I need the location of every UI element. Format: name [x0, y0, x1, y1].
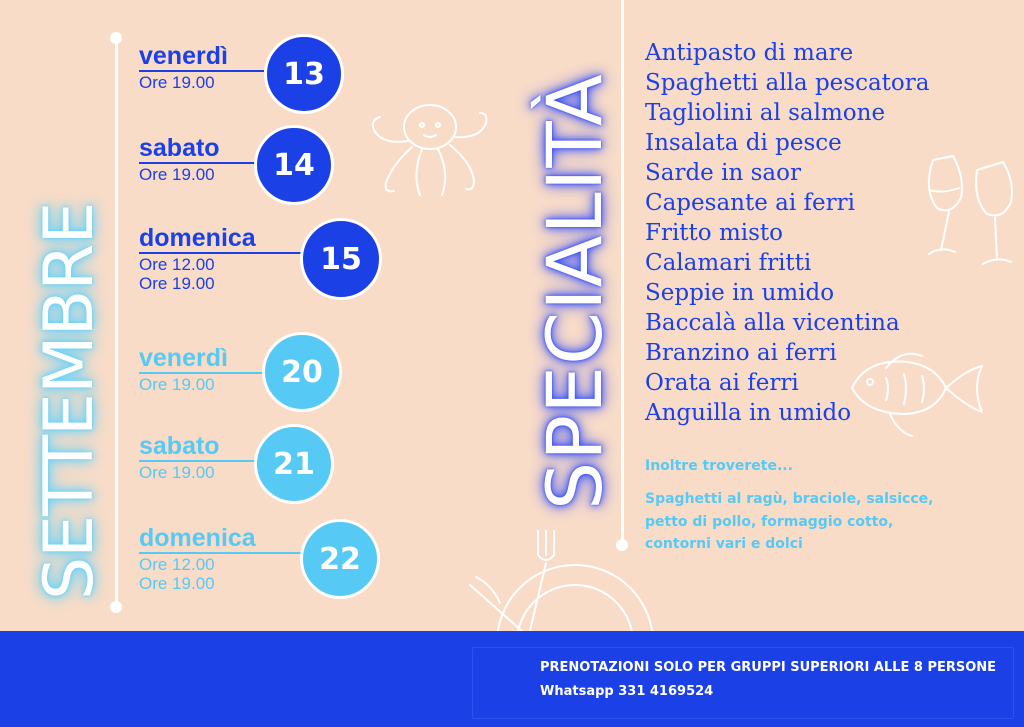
- event-entry: [139, 225, 256, 293]
- event-time: Ore 19.00: [139, 274, 215, 293]
- event-underline: [139, 162, 257, 164]
- event-entry: [139, 135, 220, 184]
- specials-title: SPECIALITÀ: [530, 73, 619, 510]
- event-date-badge: 20: [262, 332, 342, 412]
- menu-item: Spaghetti alla pescatora: [645, 70, 930, 96]
- event-underline: [139, 460, 257, 462]
- extras-heading: Inoltre troverete...: [645, 458, 793, 474]
- left-divider-line: [115, 40, 118, 608]
- event-day-name: sabato: [139, 134, 220, 162]
- event-time: Ore 12.00: [139, 255, 215, 274]
- event-day-name: venerdì: [139, 344, 228, 372]
- booking-notice: PRENOTAZIONI SOLO PER GRUPPI SUPERIORI ALLE 8 PERSONE: [540, 660, 997, 675]
- event-time: Ore 19.00: [139, 574, 215, 593]
- extras-line-3: contorni vari e dolci: [645, 536, 803, 552]
- menu-item: Baccalà alla vicentina: [645, 310, 900, 336]
- event-entry: [139, 433, 220, 482]
- event-underline: [139, 552, 303, 554]
- menu-item: Sarde in saor: [645, 160, 801, 186]
- event-date-badge: 22: [300, 519, 380, 599]
- event-date-badge: 21: [254, 424, 334, 504]
- event-entry: [139, 345, 228, 394]
- wine-glasses-icon: [915, 150, 1024, 280]
- menu-item: Branzino ai ferri: [645, 340, 837, 366]
- extras-line-2: petto di pollo, formaggio cotto,: [645, 514, 894, 530]
- event-time: Ore 19.00: [139, 463, 215, 482]
- menu-item: Capesante ai ferri: [645, 190, 855, 216]
- event-day-name: venerdì: [139, 42, 228, 70]
- event-underline: [139, 372, 263, 374]
- event-time: Ore 19.00: [139, 375, 215, 394]
- event-time: Ore 19.00: [139, 165, 215, 184]
- event-underline: [139, 252, 303, 254]
- octopus-icon: [362, 95, 492, 205]
- month-title: SETTEMBRE: [30, 202, 109, 600]
- menu-item: Fritto misto: [645, 220, 784, 246]
- footer-info-box: [472, 647, 1014, 719]
- event-date-badge: 14: [254, 125, 334, 205]
- footer-bar: [0, 631, 1024, 727]
- event-underline: [139, 70, 264, 72]
- menu-item: Seppie in umido: [645, 280, 835, 306]
- event-day-name: sabato: [139, 432, 220, 460]
- plate-cutlery-icon: [430, 525, 660, 631]
- event-day-name: domenica: [139, 224, 256, 252]
- left-divider-dot-bottom: [110, 601, 122, 613]
- menu-item: Calamari fritti: [645, 250, 812, 276]
- whatsapp-contact[interactable]: Whatsapp 331 4169524: [540, 684, 714, 699]
- left-divider-dot-top: [110, 32, 122, 44]
- specials-menu-list: [645, 38, 929, 428]
- event-time: Ore 19.00: [139, 73, 215, 92]
- right-divider-line: [621, 0, 624, 540]
- menu-item: Orata ai ferri: [645, 370, 799, 396]
- menu-item: Insalata di pesce: [645, 130, 842, 156]
- event-time: Ore 12.00: [139, 555, 215, 574]
- event-day-name: domenica: [139, 524, 256, 552]
- menu-item: Antipasto di mare: [645, 40, 854, 66]
- menu-item: Anguilla in umido: [645, 400, 852, 426]
- event-entry: [139, 525, 256, 593]
- menu-item: Tagliolini al salmone: [645, 100, 886, 126]
- event-entry: [139, 43, 228, 92]
- event-date-badge: 13: [264, 34, 344, 114]
- extras-line-1: Spaghetti al ragù, braciole, salsicce,: [645, 491, 934, 507]
- event-date-badge: 15: [300, 218, 382, 300]
